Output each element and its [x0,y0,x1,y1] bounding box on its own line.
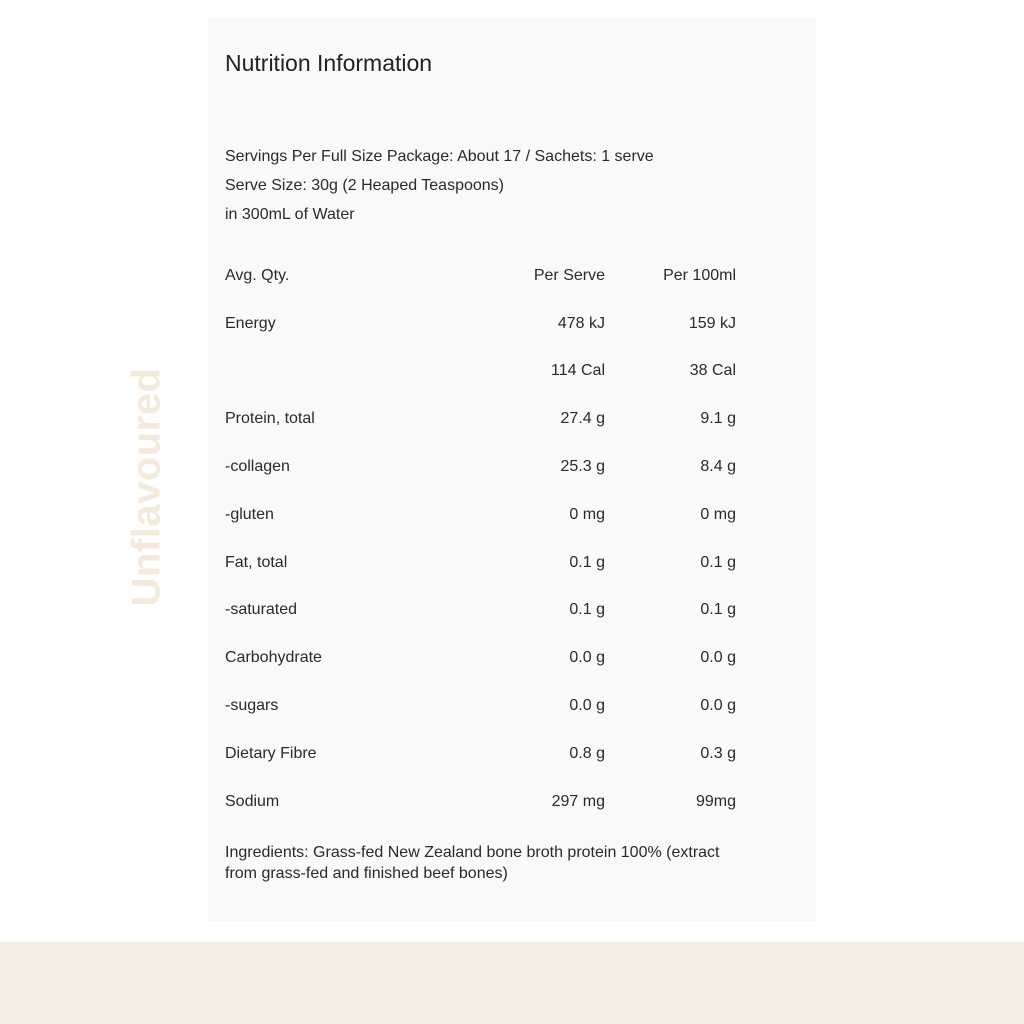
header-avg-qty: Avg. Qty. [225,266,290,284]
per-serve-value: 297 mg [551,792,605,810]
table-row [225,730,736,778]
nutrient-name [225,348,506,396]
per-100ml-value: 0.1 g [700,553,736,571]
table-row [225,491,736,539]
footer-band [0,942,1024,1024]
per-100ml-value: 99mg [695,792,736,810]
table-row [225,300,736,348]
per-serve-value: 478 kJ [557,314,605,332]
nutrient-name: Energy [225,314,276,332]
per-100ml-value: 8.4 g [700,458,736,476]
table-body [225,300,736,826]
nutrient-name: Sodium [225,792,280,810]
per-serve-value: 0.8 g [569,744,605,762]
table-header-row [225,252,736,300]
ingredients-text: Ingredients: Grass-fed New Zealand bone broth protein 100% (extract from grass-fed and finished beef bones) [225,844,720,882]
nutrient-name: -saturated [225,601,298,619]
per-100ml-value: 159 kJ [688,314,736,332]
per-100ml-value: 0 mg [700,505,736,523]
per-serve-value: 0.1 g [569,601,605,619]
table-row [225,778,736,826]
per-100ml-value: 9.1 g [700,410,736,428]
per-100ml-value: 0.0 g [700,649,736,667]
servings-per-package: Servings Per Full Size Package: About 17 / Sachets: 1 serve [225,148,654,165]
header-per-serve: Per Serve [533,266,605,284]
nutrition-panel [208,18,816,921]
serve-size: Serve Size: 30g (2 Heaped Teaspoons) [225,177,504,194]
table-row [225,539,736,587]
per-serve-value: 0.0 g [569,697,605,715]
per-serve-value: 0.1 g [569,553,605,571]
serving-info [225,142,654,229]
serve-liquid: in 300mL of Water [225,206,355,223]
per-serve-value: 0.0 g [569,649,605,667]
per-100ml-value: 0.1 g [700,601,736,619]
nutrient-name: Dietary Fibre [225,744,317,762]
flavour-label: Unflavoured [124,367,169,607]
per-100ml-value: 0.3 g [700,744,736,762]
table-row [225,443,736,491]
nutrient-name: -gluten [225,505,274,523]
table-row [225,395,736,443]
table-row [225,682,736,730]
nutrient-name: Carbohydrate [225,649,322,667]
nutrient-name: Fat, total [225,553,288,571]
table-row [225,587,736,635]
per-serve-value: 114 Cal [551,362,605,380]
per-100ml-value: 0.0 g [700,697,736,715]
header-per-100ml: Per 100ml [663,266,736,284]
per-100ml-value: 38 Cal [689,362,736,380]
nutrient-name: -collagen [225,458,290,476]
table-row [225,634,736,682]
nutrient-name: -sugars [225,697,279,715]
panel-title: Nutrition Information [225,50,433,76]
table-row [225,348,736,396]
nutrition-table [225,252,736,826]
per-serve-value: 27.4 g [560,410,605,428]
per-serve-value: 25.3 g [560,458,605,476]
nutrient-name: Protein, total [225,410,315,428]
per-serve-value: 0 mg [569,505,605,523]
